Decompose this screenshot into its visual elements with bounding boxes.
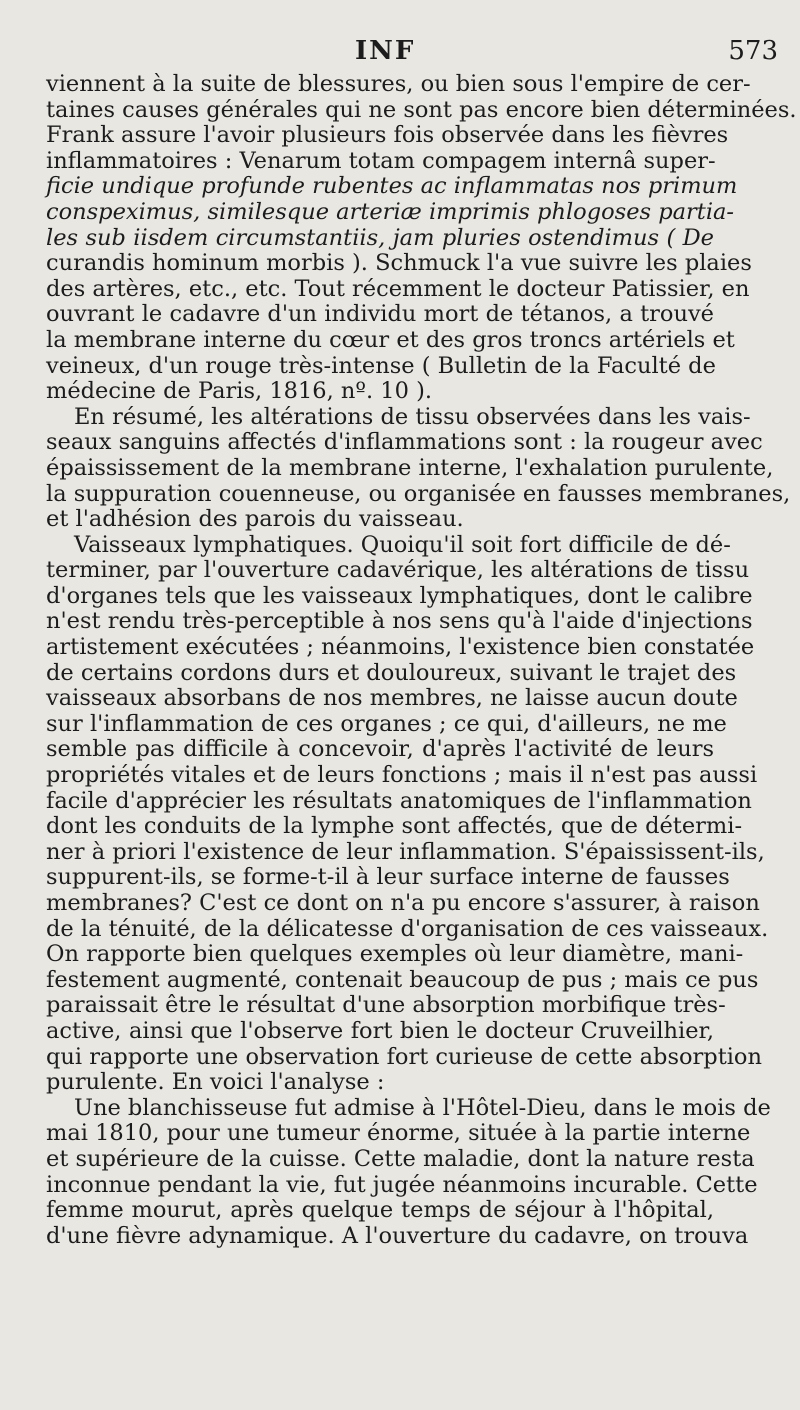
text-line: viennent à la suite de blessures, ou bien sous l'empire de cer-	[46, 71, 751, 97]
text-line: suppurent-ils, se forme-t-il à leur surface interne de fausses	[46, 864, 730, 891]
paragraph	[46, 531, 769, 1096]
text-line: femme mourut, après quelque temps de séjour à l'hôpital,	[46, 1197, 714, 1224]
page-header	[0, 36, 800, 70]
text-line: la membrane interne du cœur et des gros troncs artériels et	[46, 326, 735, 353]
text-line: taines causes générales qui ne sont pas encore bien déterminées.	[46, 96, 797, 123]
text-line: d'une fièvre adynamique. A l'ouverture du cadavre, on trouva	[46, 1222, 749, 1249]
text-line: inconnue pendant la vie, fut jugée néanmoins incurable. Cette	[46, 1171, 758, 1198]
paragraph	[46, 71, 797, 405]
text-line: qui rapporte une observation fort curieuse de cette absorption	[46, 1043, 762, 1070]
text-line: les sub iisdem circumstantiis, jam pluries ostendimus ( De	[46, 224, 714, 251]
text-line: En résumé, les altérations de tissu observées dans les vais-	[74, 403, 751, 430]
text-line: veineux, d'un rouge très-intense ( Bulletin de la Faculté de	[46, 352, 716, 379]
text-line: facile d'apprécier les résultats anatomiques de l'inflammation	[46, 787, 752, 814]
page-number: 573	[728, 36, 778, 66]
text-line: On rapporte bien quelques exemples où leur diamètre, mani-	[46, 941, 744, 968]
text-line: de la ténuité, de la délicatesse d'organisation de ces vaisseaux.	[46, 915, 769, 942]
text-line: médecine de Paris, 1816, nº. 10 ).	[46, 378, 432, 405]
text-line: dont les conduits de la lymphe sont affectés, que de détermi-	[46, 813, 743, 840]
text-line: épaississement de la membrane interne, l'exhalation purulente,	[46, 454, 774, 481]
text-line: festement augmenté, contenait beaucoup de pus ; mais ce pus	[46, 966, 759, 993]
text-line: inflammatoires : Venarum totam compagem internâ super-	[46, 147, 716, 174]
text-line: et supérieure de la cuisse. Cette maladie, dont la nature resta	[46, 1145, 755, 1172]
text-line: n'est rendu très-perceptible à nos sens qu'à l'aide d'injections	[46, 608, 753, 635]
text-line: propriétés vitales et de leurs fonctions ; mais il n'est pas aussi	[46, 762, 758, 789]
paragraph	[46, 1094, 771, 1250]
text-line: semble pas difficile à concevoir, d'après l'activité de leurs	[46, 736, 714, 763]
text-line: paraissait être le résultat d'une absorption morbifique très-	[46, 992, 726, 1019]
paragraph	[46, 403, 791, 533]
text-line: artistement exécutées ; néanmoins, l'existence bien constatée	[46, 634, 755, 661]
text-line: ner à priori l'existence de leur inflammation. S'épaississent-ils,	[46, 838, 765, 865]
text-line: Une blanchisseuse fut admise à l'Hôtel-Dieu, dans le mois de	[74, 1094, 771, 1121]
text-line: purulente. En voici l'analyse :	[46, 1069, 385, 1096]
running-head: INF	[355, 36, 416, 66]
text-line: vaisseaux absorbans de nos membres, ne laisse aucun doute	[46, 685, 738, 712]
text-line: des artères, etc., etc. Tout récemment le docteur Patissier, en	[46, 275, 750, 302]
text-line: ouvrant le cadavre d'un individu mort de tétanos, a trouvé	[46, 301, 714, 328]
text-line: Vaisseaux lymphatiques. Quoiqu'il soit fort difficile de dé-	[74, 531, 731, 558]
text-line: de certains cordons durs et douloureux, suivant le trajet des	[46, 659, 737, 686]
text-line: la suppuration couenneuse, ou organisée en fausses membranes,	[46, 480, 791, 507]
text-line: d'organes tels que les vaisseaux lymphatiques, dont le calibre	[46, 582, 753, 609]
text-line: et l'adhésion des parois du vaisseau.	[46, 506, 464, 533]
text-line: conspeximus, similesque arteriæ imprimis phlogoses partia-	[46, 198, 735, 225]
text-line: curandis hominum morbis ). Schmuck l'a vue suivre les plaies	[46, 250, 752, 277]
body-text	[46, 71, 797, 1249]
text-line: sur l'inflammation de ces organes ; ce qui, d'ailleurs, ne me	[46, 710, 727, 737]
text-line: Frank assure l'avoir plusieurs fois observée dans les fièvres	[46, 122, 729, 149]
text-line: mai 1810, pour une tumeur énorme, située à la partie interne	[46, 1120, 751, 1147]
text-line: terminer, par l'ouverture cadavérique, les altérations de tissu	[46, 557, 750, 584]
text-line: seaux sanguins affectés d'inflammations sont : la rougeur avec	[46, 429, 763, 456]
text-line: active, ainsi que l'observe fort bien le docteur Cruveilhier,	[46, 1017, 714, 1044]
text-line: membranes? C'est ce dont on n'a pu encore s'assurer, à raison	[46, 890, 760, 916]
text-line: ficie undique profunde rubentes ac inflammatas nos primum	[46, 173, 738, 200]
